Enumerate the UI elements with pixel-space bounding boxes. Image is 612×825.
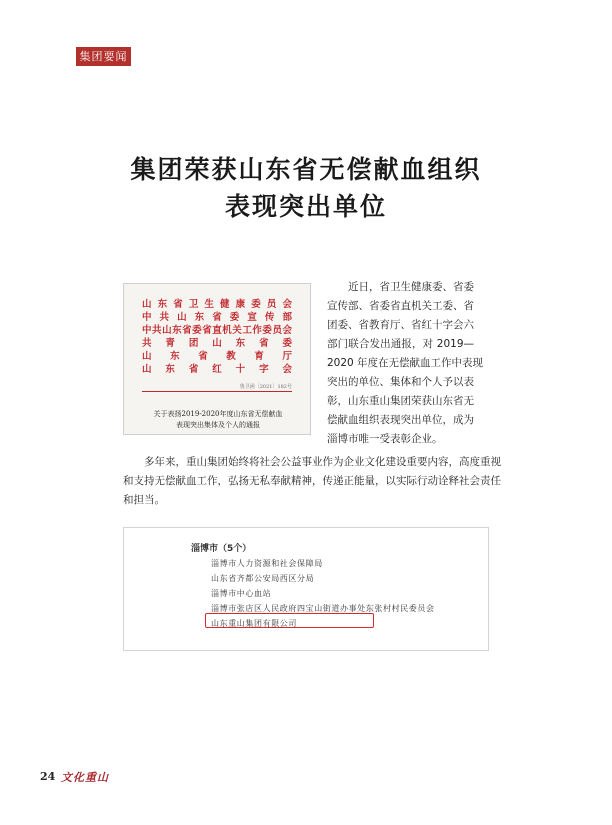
article-title-line-1: 集团荣获山东省无偿献血组织	[130, 155, 482, 184]
issuer-line: 共青团山东省委	[142, 338, 292, 349]
document-number: 鲁卫函〔2021〕182号	[239, 384, 292, 390]
magazine-logo: 文化重山	[61, 771, 109, 784]
honor-list-title: 淄博市（5个）	[191, 544, 252, 554]
honor-list-item: 山东省齐都公安局西区分局	[211, 574, 315, 583]
paragraph-1-line: 彰，山东重山集团荣获山东省无	[327, 395, 474, 407]
section-tag: 集团要闻	[76, 47, 131, 66]
paragraph-1-line: 部门联合发出通报，对 2019—	[327, 338, 474, 350]
paragraph-1-line: 团委、省教育厅、省红十字会六	[327, 319, 474, 331]
honor-list-item-highlighted: 山东重山集团有限公司	[211, 619, 297, 628]
issuer-line: 中共山东省委省直机关工作委员会	[142, 325, 292, 336]
document-red-rule	[142, 391, 292, 392]
document-caption-line-2: 表现突出集体及个人的通报	[176, 421, 260, 429]
article-title-line-2: 表现突出单位	[224, 192, 387, 221]
highlight-box	[205, 613, 374, 628]
page-number: 24	[40, 770, 56, 783]
paragraph-1-line: 偿献血组织表现突出单位，成为	[327, 414, 474, 426]
honor-list-item: 淄博市中心血站	[211, 589, 272, 598]
issuer-line: 中共山东省委宣传部	[142, 312, 292, 323]
paragraph-1-line: 淄博市唯一受表彰企业。	[327, 433, 443, 445]
paragraph-1-line: 近日，省卫生健康委、省委	[348, 281, 474, 293]
paragraph-2-line: 多年来，重山集团始终将社会公益事业作为企业文化建设重要内容，高度重视	[144, 456, 501, 468]
paragraph-2-line: 和支持无偿献血工作，弘扬无私奉献精神，传递正能量，以实际行动诠释社会责任	[123, 475, 501, 487]
official-document-image	[123, 283, 311, 435]
issuer-line: 山东省红十字会	[142, 364, 292, 375]
issuer-line: 山东省卫生健康委员会	[142, 299, 292, 310]
paragraph-1-line: 2020 年度在无偿献血工作中表现	[327, 357, 484, 369]
paragraph-1-line: 宣传部、省委省直机关工委、省	[327, 300, 474, 312]
paragraph-2-line: 和担当。	[123, 494, 165, 506]
issuer-line: 山东省教育厅	[142, 351, 292, 362]
document-caption-line-1: 关于表扬2019-2020年度山东省无偿献血	[153, 410, 283, 418]
honor-list-item: 淄博市人力资源和社会保障局	[211, 559, 323, 568]
honor-list-item: 淄博市张店区人民政府四宝山街道办事处东张村村民委员会	[211, 604, 435, 613]
honor-list-excerpt	[123, 527, 489, 651]
paragraph-1-line: 突出的单位、集体和个人予以表	[327, 376, 474, 388]
